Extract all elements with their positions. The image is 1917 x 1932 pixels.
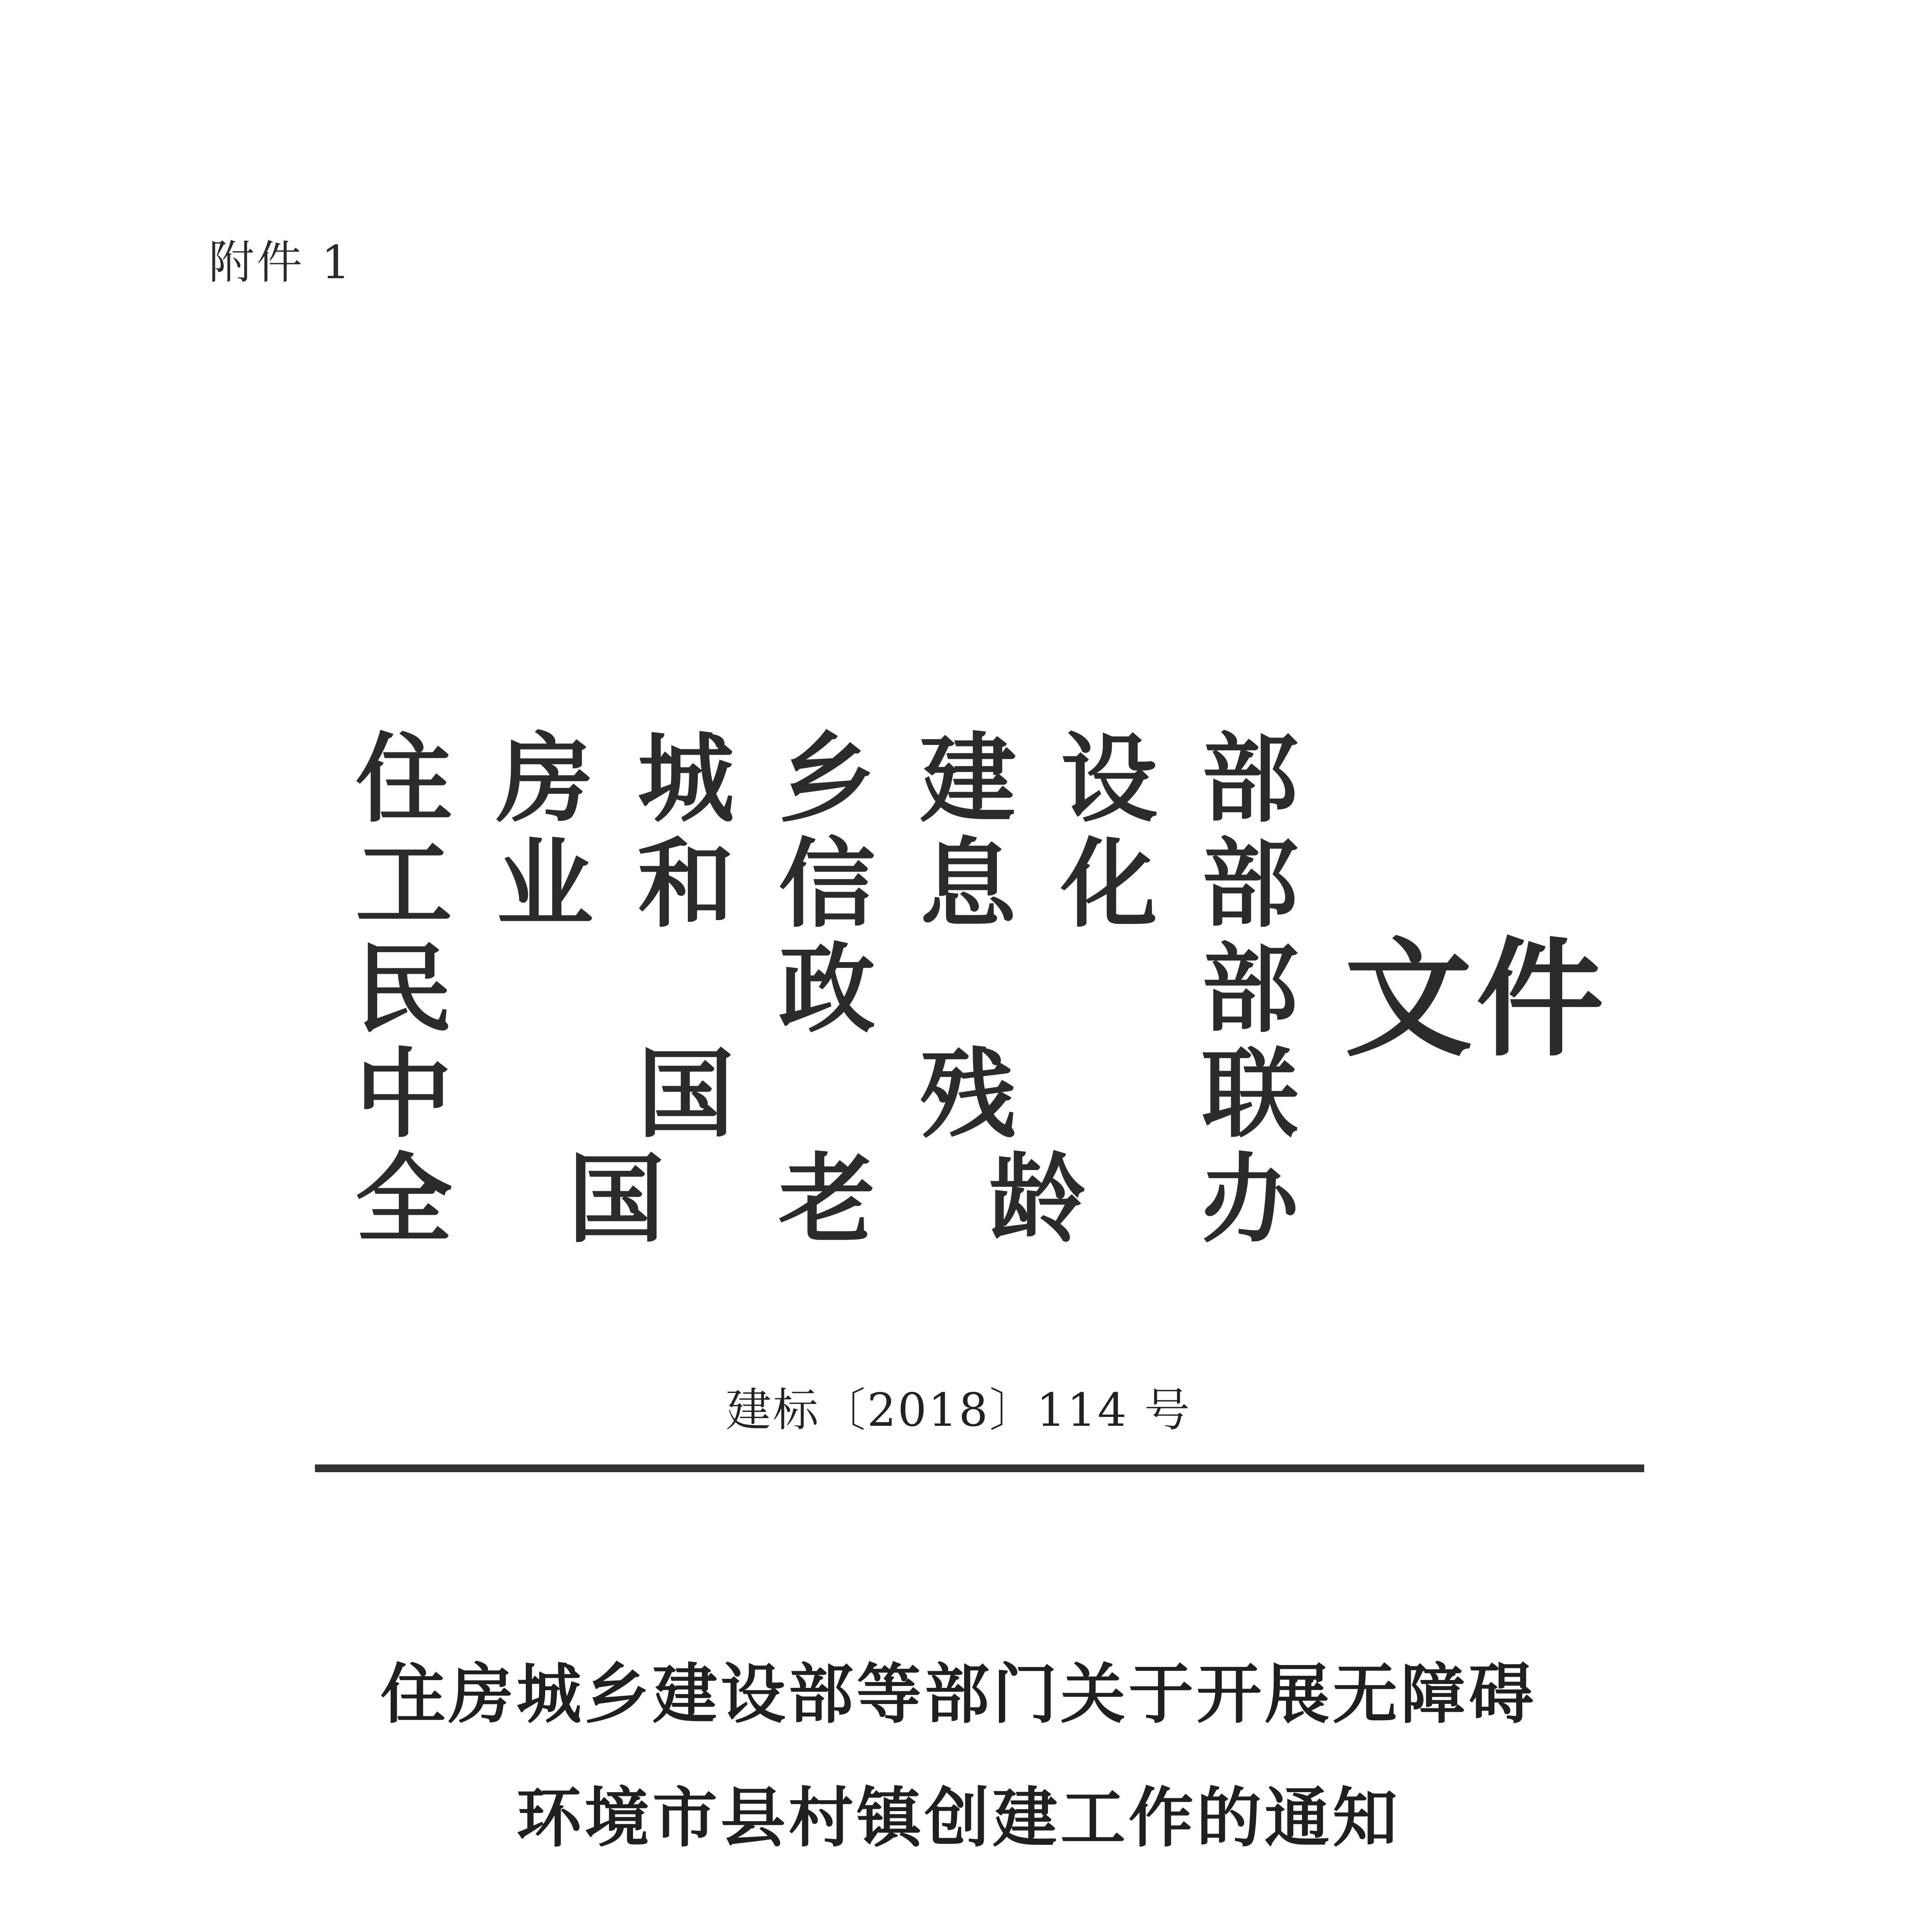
issuer-char: 国 — [638, 1037, 734, 1151]
attachment-label: 附件 1 — [209, 236, 353, 289]
issuer-row-1 — [356, 722, 1329, 835]
issuer-char: 信 — [779, 827, 875, 940]
issuer-char: 残 — [920, 1037, 1016, 1151]
document-title-line-1: 住房城乡建设部等部门关于开展无障碍 — [380, 1656, 1537, 1732]
issuer-char: 部 — [1202, 932, 1298, 1046]
salutation-paragraph — [315, 1926, 1644, 1932]
header-separator-rule — [315, 1464, 1644, 1472]
issuer-char: 化 — [1061, 827, 1157, 940]
document-title-line-2: 环境市县村镇创建工作的通知 — [516, 1779, 1401, 1856]
issuer-char: 城 — [638, 722, 734, 835]
issuer-row-4 — [356, 1037, 1329, 1151]
issuer-char: 政 — [779, 932, 875, 1046]
issuer-char: 联 — [1202, 1037, 1298, 1151]
issuer-char: 乡 — [779, 722, 875, 835]
issuer-block — [356, 722, 1329, 1256]
issuer-char: 工 — [356, 827, 452, 940]
issuer-char: 国 — [568, 1142, 665, 1256]
issuer-row-5 — [356, 1142, 1329, 1256]
issuer-char: 业 — [497, 827, 593, 940]
issuer-char: 息 — [920, 827, 1016, 940]
issuer-row-2 — [356, 827, 1329, 940]
issuer-char: 部 — [1202, 722, 1298, 835]
document-word: 文件 — [1345, 924, 1607, 1074]
issuer-char: 老 — [779, 1142, 875, 1256]
issuer-char: 全 — [356, 1142, 452, 1256]
issuer-char: 中 — [356, 1037, 452, 1151]
issuer-char: 办 — [1202, 1142, 1298, 1256]
issuer-char: 房 — [497, 722, 593, 835]
issuer-char: 建 — [920, 722, 1016, 835]
issuer-char: 设 — [1061, 722, 1157, 835]
issuer-char: 住 — [356, 722, 452, 835]
issuer-char: 民 — [356, 932, 452, 1046]
issuer-row-3 — [356, 932, 1329, 1046]
document-number: 建标〔2018〕114 号 — [725, 1383, 1192, 1437]
issuer-char: 和 — [638, 827, 734, 940]
issuer-char: 部 — [1202, 827, 1298, 940]
issuer-char: 龄 — [989, 1142, 1086, 1256]
